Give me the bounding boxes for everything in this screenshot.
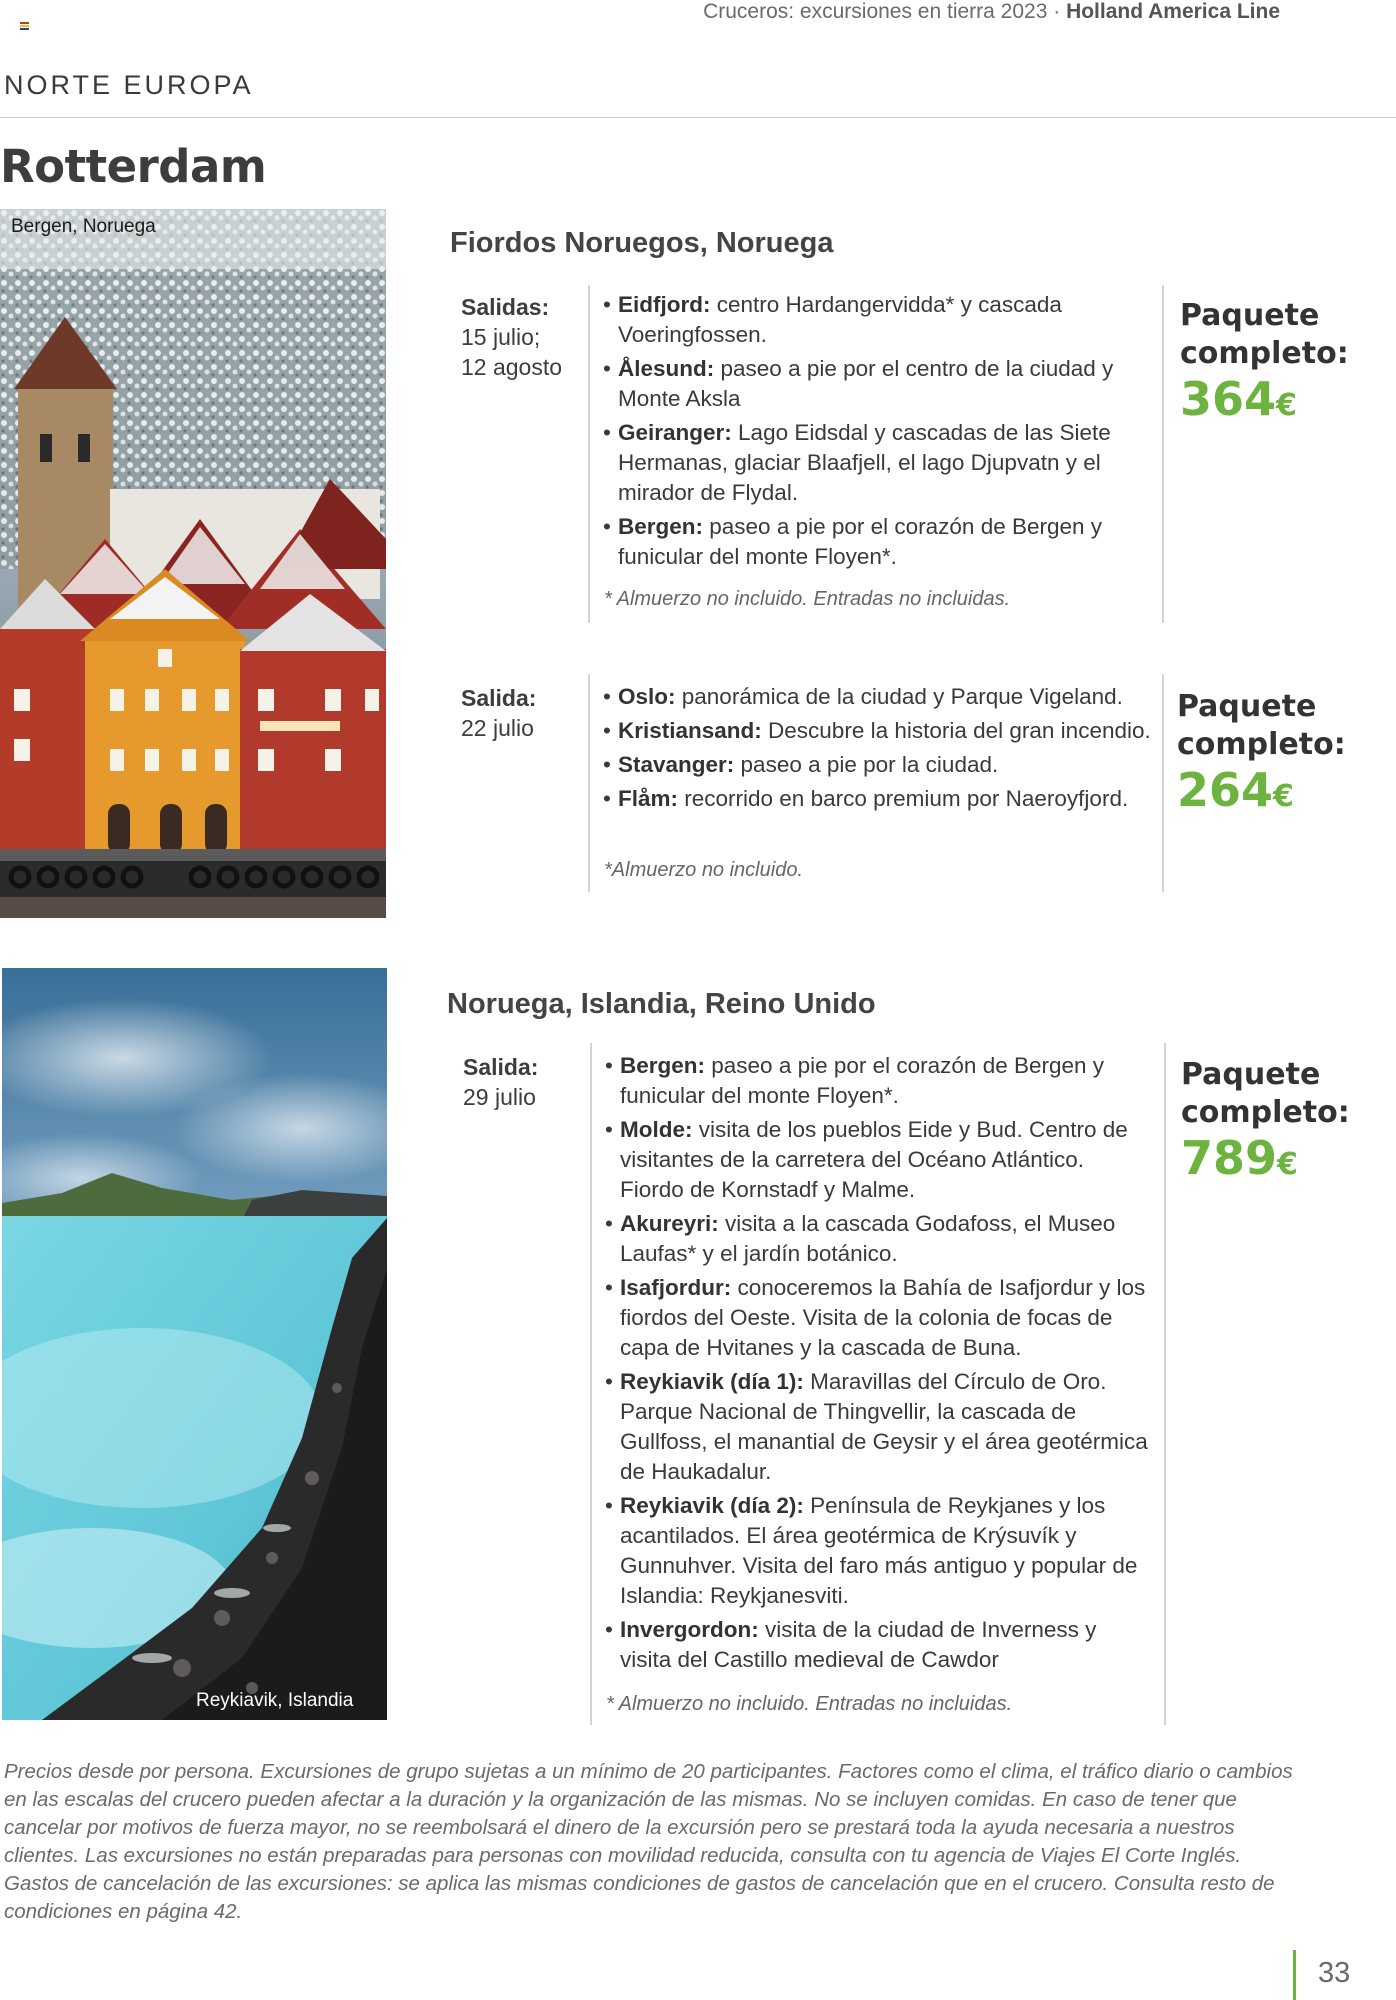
price-label: Paquete bbox=[1181, 1057, 1321, 1092]
running-header bbox=[640, 0, 1280, 24]
list-item: • Bergen: paseo a pie por el corazón de Bergen y funicular del monte Floyen*. bbox=[605, 1051, 1150, 1111]
section-2-note: *Almuerzo no incluido. bbox=[604, 859, 803, 881]
departure-label: Salida: bbox=[463, 1054, 539, 1080]
price-value: 264€ bbox=[1177, 763, 1294, 817]
column-divider bbox=[1162, 674, 1164, 892]
departure-date: 22 julio bbox=[461, 715, 534, 741]
list-item: • Reykiavik (día 2): Península de Reykjanes y los acantilados. El área geotérmica de Krýsuvík y Gunnuhver. Visita del faro más antiguo y popular de Islandia: Reykjanesviti. bbox=[605, 1491, 1150, 1611]
column-divider bbox=[1162, 285, 1164, 623]
section-1-note: * Almuerzo no incluido. Entradas no incluidas. bbox=[604, 588, 1011, 610]
header-brand: Holland America Line bbox=[1066, 0, 1280, 23]
departure-label: Salidas: bbox=[461, 294, 550, 320]
bergen-photo-caption: Bergen, Noruega bbox=[11, 216, 156, 237]
region-title: NORTE EUROPA bbox=[4, 70, 254, 100]
section-2-price bbox=[1177, 688, 1346, 823]
price-value: 364€ bbox=[1180, 372, 1297, 426]
reykiavik-photo bbox=[2, 968, 387, 1720]
section-3-title: Noruega, Islandia, Reino Unido bbox=[447, 988, 876, 1020]
list-item: • Isafjordur: conoceremos la Bahía de Isafjordur y los fiordos del Oeste. Visita de la colonia de focas de capa de Hvitanes y la cascada de Buna. bbox=[605, 1273, 1150, 1363]
reykiavik-photo-caption: Reykiavik, Islandia bbox=[196, 1690, 354, 1711]
departure-date: 12 agosto bbox=[461, 354, 563, 380]
list-item: • Invergordon: visita de la ciudad de Inverness y visita del Castillo medieval de Cawdor bbox=[605, 1615, 1150, 1675]
list-item: • Akureyri: visita a la cascada Godafoss, el Museo Laufas* y el jardín botánico. bbox=[605, 1209, 1150, 1269]
column-divider bbox=[588, 674, 590, 892]
bergen-photo bbox=[0, 209, 386, 918]
column-divider bbox=[588, 285, 590, 623]
list-item: • Ålesund: paseo a pie por el centro de la ciudad y Monte Aksla bbox=[603, 354, 1148, 414]
section-3-departures bbox=[463, 1052, 538, 1112]
flag-icon bbox=[20, 22, 29, 29]
list-item: • Flåm: recorrido en barco premium por Naeroyfjord. bbox=[603, 784, 1163, 814]
page-number: 33 bbox=[1318, 1957, 1351, 1989]
city-title: Rotterdam bbox=[0, 140, 267, 193]
section-3-price bbox=[1181, 1056, 1350, 1191]
list-item: • Geiranger: Lago Eidsdal y cascadas de las Siete Hermanas, glaciar Blaafjell, el lago Djupvatn y el mirador de Flydal. bbox=[603, 418, 1148, 508]
price-label: completo: bbox=[1180, 336, 1349, 371]
header-divider bbox=[0, 117, 1396, 118]
list-item: • Kristiansand: Descubre la historia del gran incendio. bbox=[603, 716, 1163, 746]
departure-date: 15 julio; bbox=[461, 324, 541, 350]
list-item: • Stavanger: paseo a pie por la ciudad. bbox=[603, 750, 1163, 780]
list-item: • Oslo: panorámica de la ciudad y Parque Vigeland. bbox=[603, 682, 1163, 712]
price-label: completo: bbox=[1177, 727, 1346, 762]
departure-label: Salida: bbox=[461, 685, 537, 711]
list-item: • Eidfjord: centro Hardangervidda* y cascada Voeringfossen. bbox=[603, 290, 1148, 350]
section-1-title: Fiordos Noruegos, Noruega bbox=[450, 227, 834, 259]
price-label: completo: bbox=[1181, 1095, 1350, 1130]
list-item: • Bergen: paseo a pie por el corazón de Bergen y funicular del monte Floyen*. bbox=[603, 512, 1148, 572]
page-number-bar bbox=[1293, 1950, 1296, 2000]
section-3-itinerary bbox=[605, 1051, 1150, 1679]
column-divider bbox=[1164, 1043, 1166, 1725]
terms-footnote: Precios desde por persona. Excursiones de grupo sujetas a un mínimo de 20 participantes. Factores como el clima, el tráfico diario o cambios en las escalas del crucero pueden afectar a la duración y la organización de las mismas. No se incluyen comidas. En caso de tener que cancelar por motivos de fuerza mayor, no se reembolsará el dinero de la excursión pero se prestará toda la ayuda necesaria a nuestros clientes. Las excursiones no están preparadas para personas con movilidad reducida, consulta con tu agencia de Viajes El Corte Inglés. Gastos de cancelación de las excursiones: se aplica las mismas condiciones de gastos de cancelación que en el crucero. Consulta resto de condiciones en página 42. bbox=[4, 1760, 1293, 1923]
list-item: • Molde: visita de los pueblos Eide y Bud. Centro de visitantes de la carretera del Océano Atlántico. Fiordo de Kornstadf y Malme. bbox=[605, 1115, 1150, 1205]
section-2-departures bbox=[461, 683, 536, 743]
header-prefix: Cruceros: excursiones en tierra 2023 · bbox=[703, 0, 1067, 23]
section-1-itinerary bbox=[603, 290, 1148, 576]
section-2-itinerary bbox=[603, 682, 1163, 818]
list-item: • Reykiavik (día 1): Maravillas del Círculo de Oro. Parque Nacional de Thingvellir, la cascada de Gullfoss, el manantial de Geysir y el área geotérmica de Haukadalur. bbox=[605, 1367, 1150, 1487]
price-label: Paquete bbox=[1180, 298, 1320, 333]
section-1-price bbox=[1180, 297, 1349, 432]
section-1-departures bbox=[461, 292, 562, 382]
price-value: 789€ bbox=[1181, 1131, 1298, 1185]
section-3-note: * Almuerzo no incluido. Entradas no incluidas. bbox=[606, 1693, 1013, 1715]
price-label: Paquete bbox=[1177, 689, 1317, 724]
column-divider bbox=[590, 1043, 592, 1725]
departure-date: 29 julio bbox=[463, 1084, 536, 1110]
